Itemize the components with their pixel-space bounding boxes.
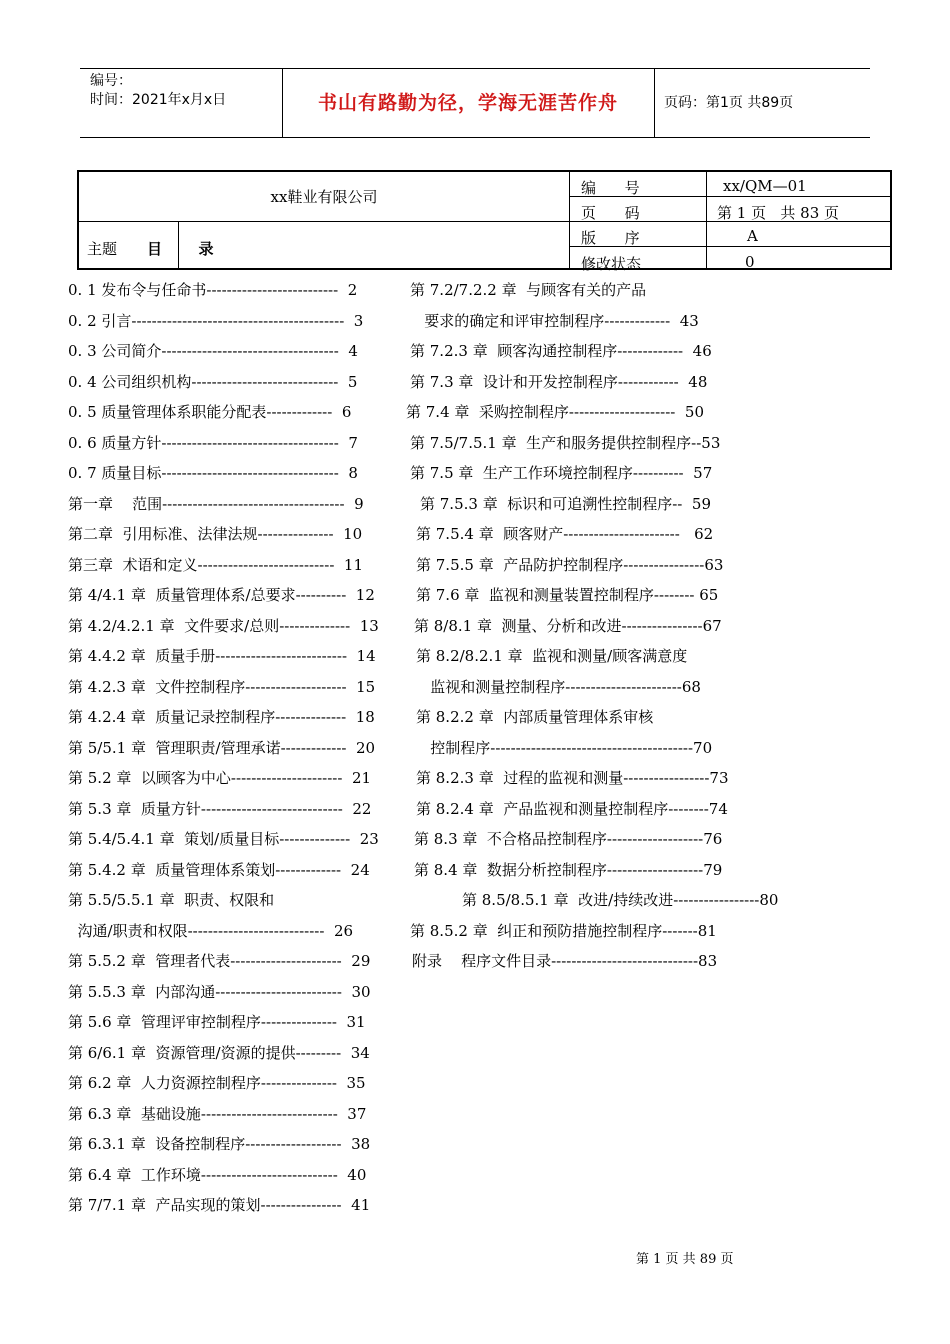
header-motto: 书山有路勤为径，学海无涯苦作舟 (317, 92, 618, 114)
table-line (79, 221, 569, 222)
toc-entry: 第 7.2/7.2.2 章 与顾客有关的产品 (410, 281, 647, 299)
toc-entry: 第 8.2.3 章 过程的监视和测量-----------------73 (416, 769, 729, 787)
toc-entry: 第一章 范围------------------------------------ 9 (68, 494, 364, 513)
toc-entry: 0. 4 公司组织机构----------------------------- 5 (68, 372, 358, 391)
toc-entry: 第 4/4.1 章 质量管理体系/总要求---------- 12 (68, 586, 375, 604)
toc-entry: 第 7.6 章 监视和测量装置控制程序-------- 65 (416, 586, 719, 604)
toc-entry: 第 8.5.2 章 纠正和预防措施控制程序-------81 (410, 921, 717, 940)
toc-entry: 第 6.4 章 工作环境--------------------------- 40 (68, 1165, 367, 1184)
toc-entry: 第 7.5/7.5.1 章 生产和服务提供控制程序--53 (410, 433, 721, 452)
toc-entry: 第 6.2 章 人力资源控制程序--------------- 35 (68, 1074, 366, 1092)
toc-entry: 第 5.5.3 章 内部沟通------------------------- 30 (68, 982, 371, 1001)
toc-right-column (406, 280, 779, 970)
toc-entry: 第 7/7.1 章 产品实现的策划---------------- 41 (68, 1196, 371, 1214)
row-value-page: 第 1 页 共 83 页 (717, 204, 840, 222)
toc-entry: 第 4.4.2 章 质量手册-------------------------- 14 (68, 647, 376, 665)
row-label-revision: 修改状态 (581, 255, 642, 273)
toc-entry: 第 8.2.2 章 内部质量管理体系审核 (416, 708, 654, 726)
toc-entry: 第 5.4.2 章 质量管理体系策划------------- 24 (68, 860, 370, 879)
toc-entry: 第 7.5.3 章 标识和可追溯性控制程序-- 59 (420, 494, 711, 513)
row-value-number: xx/QM—01 (723, 177, 807, 195)
toc-entry: 第 5.4/5.4.1 章 策划/质量目标-------------- 23 (68, 830, 379, 848)
row-label-edition: 版 序 (581, 229, 640, 247)
header-number-label: 编号： (90, 73, 132, 89)
toc-entry: 监视和测量控制程序-----------------------68 (416, 677, 701, 696)
toc-entry: 控制程序----------------------------------------70 (416, 738, 713, 757)
table-line (706, 172, 707, 268)
toc-left-column (68, 280, 379, 1214)
toc-entry: 第 8.5/8.5.1 章 改进/持续改进-----------------80 (462, 891, 779, 909)
row-label-number: 编 号 (581, 179, 640, 197)
toc-entry: 第三章 术语和定义--------------------------- 11 (68, 555, 364, 574)
toc-entry: 第 5.5.2 章 管理者代表---------------------- 29 (68, 952, 371, 970)
toc-entry: 0. 6 质量方针----------------------------------- 7 (68, 433, 358, 452)
header-page-info: 页码：第1页 共89页 (664, 95, 794, 111)
row-label-page: 页 码 (581, 204, 640, 222)
row-value-revision: 0 (745, 253, 755, 271)
toc-entry: 第 4.2/4.2.1 章 文件要求/总则-------------- 13 (68, 616, 379, 635)
toc-entry: 第 7.5.4 章 顾客财产----------------------- 62 (416, 525, 714, 543)
toc-entry: 0. 7 质量目标----------------------------------- 8 (68, 464, 358, 482)
toc-entry: 附录 程序文件目录-----------------------------83 (412, 952, 718, 970)
toc-entry: 第 5.6 章 管理评审控制程序--------------- 31 (68, 1013, 366, 1031)
toc-entry: 第 8.2/8.2.1 章 监视和测量/顾客满意度 (416, 647, 688, 665)
toc-entry: 0. 1 发布令与任命书-------------------------- 2 (68, 281, 358, 299)
toc-entry: 第 8.2.4 章 产品监视和测量控制程序--------74 (416, 799, 728, 818)
toc-entry: 第 6.3.1 章 设备控制程序------------------- 38 (68, 1135, 371, 1153)
toc-entry: 第二章 引用标准、法律法规--------------- 10 (68, 525, 363, 543)
toc-entry: 第 7.3 章 设计和开发控制程序------------ 48 (410, 372, 708, 391)
toc-entry: 第 5.5/5.5.1 章 职责、权限和 (68, 891, 275, 909)
toc-entry: 0. 5 质量管理体系职能分配表------------- 6 (68, 403, 352, 421)
row-value-edition: A (747, 227, 758, 245)
page-footer: 第 1 页 共 89 页 (636, 1252, 734, 1267)
toc-entry: 第 6/6.1 章 资源管理/资源的提供--------- 34 (68, 1043, 370, 1062)
toc-entry: 第 4.2.3 章 文件控制程序-------------------- 15 (68, 677, 376, 696)
toc-entry: 第 7.5.5 章 产品防护控制程序----------------63 (416, 555, 724, 574)
toc-entry: 要求的确定和评审控制程序------------- 43 (410, 311, 699, 330)
page-header (80, 68, 870, 138)
toc-entry: 第 6.3 章 基础设施--------------------------- 37 (68, 1104, 367, 1123)
toc-entry: 第 8.3 章 不合格品控制程序-------------------76 (414, 830, 723, 848)
toc-entry: 沟通/职责和权限--------------------------- 26 (68, 921, 354, 940)
toc-entry: 第 7.2.3 章 顾客沟通控制程序------------- 46 (410, 342, 712, 360)
header-date: 时间：2021年x月x日 (90, 92, 227, 108)
document-control-table (77, 170, 892, 273)
subject-value: 目 录 (147, 240, 214, 258)
toc-entry: 第 8/8.1 章 测量、分析和改进----------------67 (414, 616, 722, 635)
toc-entry: 第 7.5 章 生产工作环境控制程序---------- 57 (410, 464, 713, 482)
toc-entry: 第 5.2 章 以顾客为中心---------------------- 21 (68, 769, 372, 787)
header-meta (90, 72, 226, 110)
toc-entry: 0. 2 引言------------------------------------------ 3 (68, 311, 364, 330)
toc-entry: 第 4.2.4 章 质量记录控制程序-------------- 18 (68, 708, 375, 726)
table-line (569, 172, 570, 268)
subject-label: 主题 (87, 240, 118, 258)
toc-entry: 第 7.4 章 采购控制程序--------------------- 50 (406, 403, 704, 421)
toc-entry: 第 8.4 章 数据分析控制程序-------------------79 (414, 860, 723, 879)
header-divider (654, 69, 655, 137)
toc-entry: 0. 3 公司简介----------------------------------- 4 (68, 342, 358, 360)
toc-entry: 第 5/5.1 章 管理职责/管理承诺------------- 20 (68, 738, 376, 757)
company-name: xx鞋业有限公司 (270, 188, 378, 206)
toc-entry: 第 5.3 章 质量方针---------------------------- 22 (68, 799, 372, 818)
